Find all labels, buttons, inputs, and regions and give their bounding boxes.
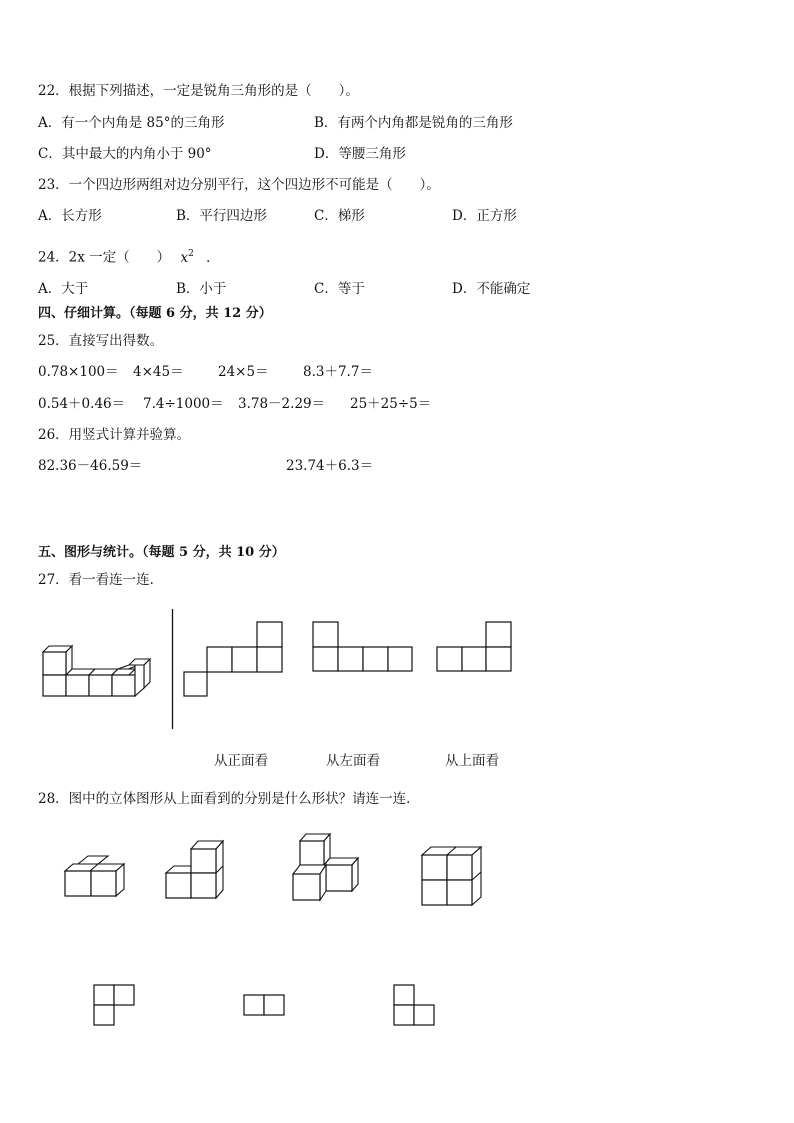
q24-option-c: C．等于 — [314, 281, 365, 297]
q25-row2-item3: 3.78－2.29＝ — [238, 396, 326, 412]
q28-solid-2 — [165, 840, 227, 900]
q22-option-d: D．等腰三角形 — [314, 146, 406, 162]
q25-row1-item1: 0.78×100＝ — [38, 364, 119, 380]
q26-item2: 23.74＋6.3＝ — [286, 458, 374, 474]
q24-exponent: 2 — [188, 249, 194, 259]
q23-option-b: B．平行四边形 — [176, 208, 267, 224]
q28-top-view-3 — [393, 984, 437, 1028]
q24-stem-text: 24．2x 一定（ ） — [38, 249, 171, 266]
q27-label-front: 从正面看 — [214, 753, 268, 769]
q26-stem: 26．用竖式计算并验算。 — [38, 427, 191, 443]
q22-option-b: B．有两个内角都是锐角的三角形 — [314, 115, 513, 131]
q23-option-c: C．梯形 — [314, 208, 365, 224]
q28-top-view-2 — [243, 994, 287, 1018]
q28-top-view-1 — [93, 984, 137, 1028]
q26-item1: 82.36－46.59＝ — [38, 458, 143, 474]
q25-row2-item4: 25＋25÷5＝ — [350, 396, 432, 412]
section4-title: 四、仔细计算。（每题 6 分，共 12 分） — [38, 306, 272, 321]
q27-solid-figure — [40, 645, 155, 697]
q27-stem: 27．看一看连一连． — [38, 572, 164, 588]
q22-option-a: A．有一个内角是 85°的三角形 — [38, 115, 225, 131]
q24-stem — [38, 246, 220, 266]
q25-row2-item2: 7.4÷1000＝ — [143, 396, 224, 412]
q24-variable: x — [180, 249, 189, 266]
q28-stem: 28．图中的立体图形从上面看到的分别是什么形状？请连一连． — [38, 791, 420, 807]
q25-row1-item3: 24×5＝ — [218, 364, 269, 380]
q27-divider — [171, 609, 175, 729]
q27-label-left: 从左面看 — [326, 753, 380, 769]
q27-view-option-2 — [312, 621, 416, 673]
q28-solid-3 — [292, 833, 362, 903]
q27-label-top: 从上面看 — [445, 753, 499, 769]
section5-title: 五、图形与统计。（每题 5 分，共 10 分） — [38, 545, 285, 560]
q27-view-option-1 — [183, 621, 285, 698]
q23-option-a: A．长方形 — [38, 208, 102, 224]
q25-row1-item4: 8.3＋7.7＝ — [303, 364, 373, 380]
q28-solid-1 — [64, 853, 128, 897]
q23-option-d: D．正方形 — [452, 208, 517, 224]
q24-option-d: D．不能确定 — [452, 281, 531, 297]
q25-row2-item1: 0.54＋0.46＝ — [38, 396, 126, 412]
q24-period: ． — [206, 249, 220, 266]
q27-view-option-3 — [436, 621, 516, 673]
q22-option-c: C．其中最大的内角小于 90° — [38, 146, 212, 162]
q28-solid-4 — [420, 846, 484, 908]
q25-stem: 25．直接写出得数。 — [38, 333, 164, 349]
q25-row1-item2: 4×45＝ — [133, 364, 184, 380]
q22-stem: 22．根据下列描述，一定是锐角三角形的是（ ）。 — [38, 83, 359, 99]
q24-option-a: A．大于 — [38, 281, 89, 297]
q23-stem: 23．一个四边形两组对边分别平行，这个四边形不可能是（ ）。 — [38, 177, 440, 193]
q24-option-b: B．小于 — [176, 281, 227, 297]
